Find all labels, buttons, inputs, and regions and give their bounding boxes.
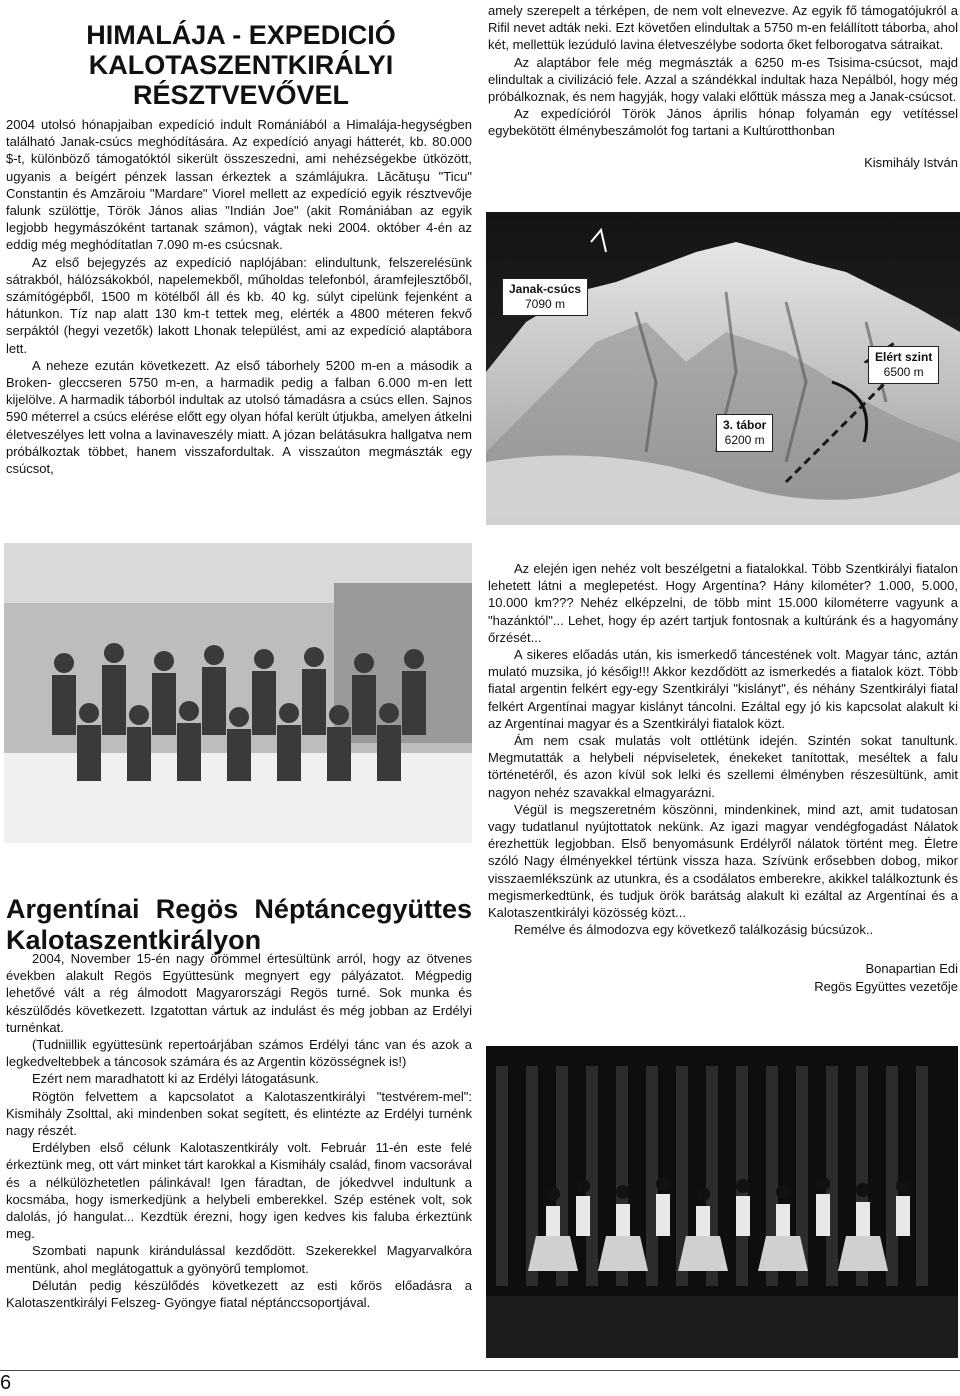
paragraph: A neheze ezután következett. Az első táborhely 5200 m-en a második a Broken- gleccseren 5750 m-en, a harmadik pedig a falban 6.000 m-en lett kijelölve. A harmadik táborból indultak az utolsó támadásra a csúcs ellen. Sajnos 590 méterrel a csúcs elérése előtt egy olyan hófal került útjukba, amelyen átkelni életveszélyes lett volna a lavinaveszély miatt. A józan belátásukra hallgatva nem próbálkoztak többet, hanem visszafordultak. A visszaúton megmászták egy csúcsot, [6,357,472,477]
article2-left-column [6,950,472,1311]
paragraph: Szombati napunk kirándulással kezdődött. Szekerekkel Magyarvalkóra mentünk, ahol meglátogattuk a gyönyörű templomot. [6,1243,472,1276]
article2-right-column [488,560,958,995]
article2-title [6,894,472,956]
article1-left-column [6,116,472,477]
camp-name: 3. tábor [723,418,767,432]
camp-height: 6200 m [724,433,765,447]
reached-height: 6500 m [883,365,924,379]
paragraph: Végül is megszeretném köszönni, mindenkinek, mind azt, amit tudatosan vagy tudatlanul nyújtottatok nekünk. Az igazi magyar vendégfogadást Nálatok érezhettük legjobban. Első benyomásunk Erdélyről nálatok történt meg. Életre szóló Nagy élményekkel tértünk vissza haza. Szívünk erősebben dobog, mikor visszaemlékszünk az utunkra, és a csodálatos emberekre, akikkel találkoztunk és megismerkedtünk, és tudjuk örök barátság alakult ki ezáltal az Argentínai és a Kalotaszentkirályi közösség közt... [488,801,958,921]
group-photo [4,543,472,843]
paragraph: Remélve és álmodozva egy következő találkozásig búcsúzok.. [514,922,874,938]
peak-label [502,278,588,316]
paragraph: Rögtön felvettem a kapcsolatot a Kalotaszentkirályi "testvérem-mel": Kismihály Zsolttal, aki mindenben sokat segített, és elintézte az Erdélyi turnénk nagy részét. [6,1088,472,1139]
dance-stage-photo [486,1046,958,1358]
article1-signature: Kismihály István [864,154,958,170]
footer-rule [0,1370,960,1371]
article2-signature-role: Regös Együttes vezetője [814,978,958,994]
paragraph: Az expedícióról Török János április hónap folyamán egy vetítéssel egybekötött élménybeszámolót fog tartani a Kultúrotthonban [488,106,958,139]
peak-height: 7090 m [525,297,566,311]
paragraph: 2004, November 15-én nagy örömmel értesültünk arról, hogy az ötvenes években alakult Regös Együttesünk megnyert egy pályázatot. Mégpedig lehetővé vált a rég álmodott Magyarországi Regös turné. Sok munka és készülődés következett. Izgatottan vártuk az indulást és még jobban az Erdélyi turnénkat. [6,951,472,1035]
paragraph: Az első bejegyzés az expedíció naplójában: elindultunk, felszerelésünk sátrakból, hálózsákokból, napelemekből, műholdas telefonból, áramfejlesztőből, számítógépből, 1500 m kötélből áll és kb. 40 kg. súlyt cipelünk fejenként a hátunkon. Tíz nap alatt 130 km-t tettek meg, elérték a 4800 méteren fekvő serpáktól (hegyi vezetők) lakott Lhonak települést, ami az expedíció alaptábora lett. [6,254,472,356]
reached-name: Elért szint [875,350,933,364]
paragraph: Erdélyben első célunk Kalotaszentkirály volt. Február 11-én este felé érkeztünk meg, ott várt minket tárt karokkal a Kismihály család, finom vacsorával és a nélkülözhetetlen pálinkával! Igen fáradtan, de jókedvvel indultunk a kocsmába, hogy ismerkedjünk a helybeli emberekkel. Szép estének volt, sok dalolás, jó hangulat... Kezdtük érezni, hogy igen kedves kis faluba érkeztünk meg. [6,1140,472,1242]
page-number: 6 [0,1372,12,1394]
paragraph: (Tudniillik együttesünk repertoárjában számos Erdélyi tánc van és azok a legkedveltebbek a táncosok számára és az Argentin közösségnek is!) [6,1037,472,1070]
paragraph: Ezért nem maradhatott ki az Erdélyi látogatásunk. [32,1071,319,1087]
paragraph: amely szerepelt a térképen, de nem volt elnevezve. Az egyik fő támogatójukról a Rifil nevet adták neki. Ezt követően elindultak a 5750 m-en felállított táborba, ahol két, mellettük lezúduló lavina életveszélybe sodorta őket felborogatva sátraikat. [488,3,958,53]
article2-signature-name: Bonapartian Edi [865,961,958,977]
peak-name: Janak-csúcs [509,282,582,296]
paragraph: Délután pedig készülődés következett az esti kőrös előadásra a Kalotaszentkirályi Felszeg- Gyöngye fiatal néptánccsoportjával. [6,1277,472,1311]
paragraph: A sikeres előadás után, kis ismerkedő táncestének volt. Magyar tánc, aztán mulató muzsika, jó későig!!! Akkor kezdődött az ismerkedés a fiatalok közt. Több fiatal argentin felkért egy-egy Szentkirályi "kislányt", és néhány Szentkirályi fiatal felkért Argentínai magyar kislányt táncolni. Ezáltal egy jó kis kapcsolat alakult ki az Argentínai magyar és a Szentkirályi fiatalok közt. [488,647,958,731]
article2-title-line1: Argentínai Regös Néptáncegyüttes [6,894,472,925]
paragraph: Az alaptábor fele még megmászták a 6250 m-es Tsisima-csúcsot, majd elindultak a civilizáció fele. Azzal a szándékkal indultak haza Nepálból, hogy még próbálkoznak, és nem hagyják, hogy valaki előttük mássza meg a Janak-csúcsot. [488,54,958,105]
paragraph: Ám nem csak mulatás volt ottlétünk idején. Szintén sokat tanultunk. Megmutatták a helybeli népviseletek, énekeket tanítottak, meséltek a falu történetéről, és azon kívül sok lelki és szellemi élményben részesültünk, amit nagyon nehéz szavakkal elmagyarázni. [488,733,958,800]
article1-title: HIMALÁJA - EXPEDICIÓ KALOTASZENTKIRÁLYI RÉSZTVEVŐVEL [86,20,396,111]
paragraph: 2004 utolsó hónapjaiban expedíció indult Romániából a Himalája-hegységben található Janak-csúcs meghódítására. Az expedíció anyagi hátterét, kb. 80.000 $-t, különböző támogatóktól sikerült összeszedni, ami nehézségekbe ütközött, ugyanis a beígért pénzek lassan érkeztek a számlájukra. Lăcătuşu "Ticu" Constantin és Amzăroiu "Mardare" Viorel mellett az expedíció egyik résztvevője falunk szülöttje, Török János alias "Indián Joe" (akit Romániában az egyik legjobb hegymászóként tartanak számon), vágtak neki 2004. október 4-én az eddig még meghódítatlan 7.090 m-es csúcsnak. [6,117,472,253]
article2-title-line2: Kalotaszentkirályon [6,925,262,956]
camp-label [716,414,773,452]
dance-stage-illustration [486,1046,958,1358]
article1-right-column [488,2,958,171]
janak-peak-photo [486,212,960,525]
reached-level-label [868,346,939,384]
paragraph: Az elején igen nehéz volt beszélgetni a fiatalokkal. Több Szentkirályi fiatalon lehetett látni a meglepetést. Hogy Argentína? Hány kilométer? 1.000, 5.000, 10.000 km??? Nehéz elképzelni, de több mint 15.000 kilométerre vagyunk a "hazánktól"... Lehet, hogy ép azért tartjuk fontosnak a kultúránk és a hagyomány őrzését... [488,561,958,645]
group-photo-illustration [4,543,472,843]
